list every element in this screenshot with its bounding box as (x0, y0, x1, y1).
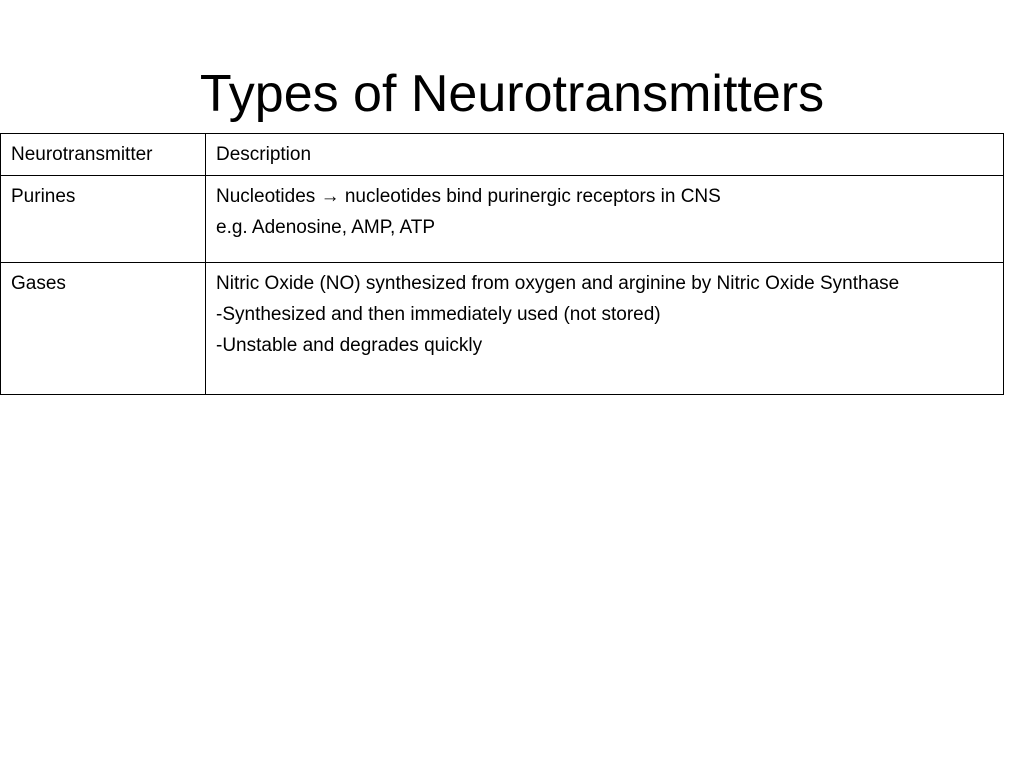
slide-title: Types of Neurotransmitters (199, 65, 825, 123)
description-text: Nucleotides (216, 186, 321, 207)
header-description: Description (206, 134, 1004, 176)
cell-description-gases (206, 263, 1004, 395)
cell-name-gases: Gases (1, 263, 206, 395)
description-line: e.g. Adenosine, AMP, ATP (216, 217, 436, 238)
table-row (1, 176, 1004, 263)
table-row (1, 263, 1004, 395)
description-line (216, 181, 993, 212)
table-header-row (1, 134, 1004, 176)
description-line: -Synthesized and then immediately used (not stored) (216, 304, 661, 325)
description-text: nucleotides bind purinergic receptors in CNS (339, 186, 721, 207)
arrow-right-icon: → (320, 186, 340, 207)
header-neurotransmitter: Neurotransmitter (1, 134, 206, 176)
neurotransmitter-table (0, 133, 1004, 395)
cell-description-purines (206, 176, 1004, 263)
description-line: -Unstable and degrades quickly (216, 335, 483, 356)
cell-name-purines: Purines (1, 176, 206, 263)
description-line: Nitric Oxide (NO) synthesized from oxygen and arginine by Nitric Oxide Synthase (216, 273, 900, 294)
